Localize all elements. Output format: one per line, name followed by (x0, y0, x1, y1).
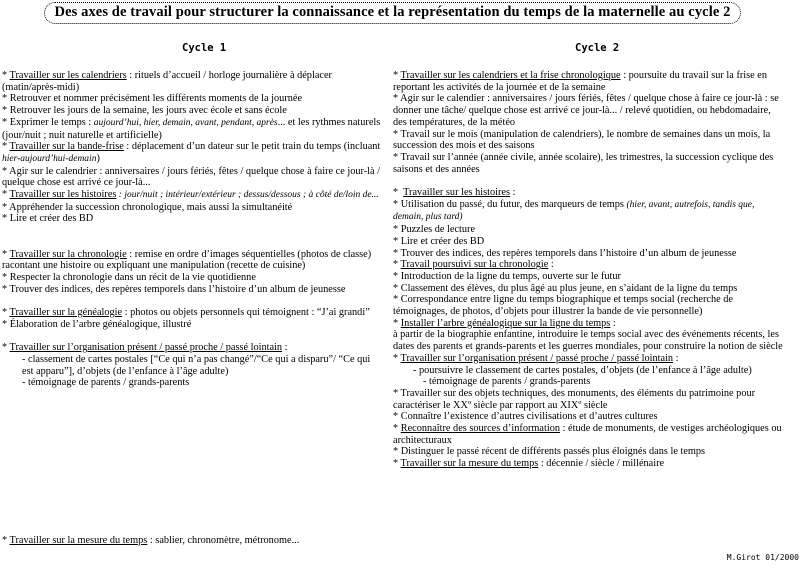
list-item: * Trouver des indices, des repères temporels dans l’histoire d’un album de jeunesse (2, 283, 346, 295)
cycle1-mesure: * Travailler sur la mesure du temps : sablier, chronomètre, métronome... (2, 535, 300, 546)
section-text: : (673, 352, 679, 364)
section-text: : photos ou objets personnels qui témoignent : “J’ai grandi” (122, 307, 370, 319)
list-item: - poursuivre le classement de cartes postales, d’objets (de l’enfance à l’âge adulte) (413, 364, 752, 376)
italic-text: aujourd’hui, hier, demain, avant, pendant, après (93, 117, 278, 128)
cycle2-histoires: * Travailler sur les histoires : (393, 187, 516, 199)
list-item (2, 117, 383, 141)
italic-text: : jour/nuit ; intérieur/extérieur ; dessus/dessous ; à côté de/loin de... (116, 190, 379, 201)
cycle1-calendriers: * Travailler sur les calendriers : rituels d’accueil / horloge journalière à déplacer (matin/après-midi) (2, 70, 332, 93)
author-signature: M.Girot 01/2000 (726, 553, 799, 562)
list-item: * Puzzles de lecture (393, 224, 476, 236)
section-text: : rituels d’accueil / horloge journalière à déplacer (matin/après-midi) (2, 70, 332, 93)
section-heading: Travailler sur les histoires (403, 187, 510, 199)
list-item: * Travailler sur des objets techniques, des monuments, des éléments du patrimoine pour caractériser le XXº siècle par rapport au XIXº siècle (393, 387, 756, 411)
italic-text: hier-aujourd’hui-demain (2, 153, 97, 164)
cycle2-sources: * Reconnaître des sources d’information : étude de monuments, de vestiges archéologiques ou architecturaux (393, 423, 782, 446)
page-title: Des axes de travail pour structurer la connaissance et la représentation du temps de la maternelle au cycle 2 (54, 4, 731, 20)
section-text: : étude de monuments, de vestiges archéologiques ou architecturaux (393, 423, 782, 446)
text-part: ... et les rythmes naturels (jour/nuit ; nuit naturelle et artificielle) (2, 116, 381, 141)
list-item: à partir de la biographie enfantine, introduire le temps social avec des événements récents, les dates des parents et grands-parents et les guerres mondiales, pour construire la notion de siècle (393, 329, 783, 353)
cycle1-mesure-block (2, 535, 383, 547)
section-text: : remise en ordre d’images séquentielles (photos de classe) racontant une histoire ou expliquant une manipulation (recette de cuisine) (2, 248, 372, 272)
cycle1-histoires: * Travailler sur les histoires : jour/nuit ; intérieur/extérieur ; dessus/dessous ; à côté de/loin de... (2, 189, 379, 201)
section-heading: Travailler sur la bande-frise (9, 141, 124, 153)
list-item: * Respecter la chronologie dans un récit de la vie quotidienne (2, 271, 256, 283)
cycle1-frise: * Travailler sur la bande-frise : déplacement d’un dateur sur le petit train du temps (incluant hier-aujourd’hui-demain) (2, 141, 381, 164)
list-item: * Appréhender la succession chronologique, mais aussi la simultanéité (2, 201, 293, 213)
list-item: * Introduction de la ligne du temps, ouverte sur le futur (393, 270, 621, 282)
text-part: ) (96, 152, 100, 164)
cycle1-heading: Cycle 1 (182, 42, 227, 54)
section-text: : poursuite du travail sur la frise en reportant les activités de la journée et de la semaine (393, 70, 768, 93)
title-banner (44, 2, 741, 24)
italic-text: (hier, avant, autrefois, tandis que, demain, plus tard) (393, 199, 755, 223)
section-heading: Travailler sur l’organisation présent / passé proche / passé lointain (9, 342, 283, 354)
section-heading: Travailler sur la chronologie (9, 248, 127, 260)
section-heading: Travail poursuivi sur la chronologie (400, 259, 549, 271)
section-heading: Travailler sur l’organisation présent / passé proche / passé lointain (400, 352, 674, 364)
list-item: * Élaboration de l’arbre généalogique, illustré (2, 318, 192, 330)
cycle2-column (393, 70, 783, 470)
cycle2-mesure: * Travailler sur la mesure du temps : décennie / siècle / millénaire (393, 458, 665, 470)
cycle1-genealogie: * Travailler sur la généalogie : photos ou objets personnels qui témoignent : “J’ai grandi” (2, 307, 370, 319)
section-heading: Travailler sur les histoires (9, 189, 117, 201)
section-text: : (282, 342, 288, 354)
section-text: : sablier, chronomètre, métronome... (147, 535, 300, 546)
list-item: * Connaître l’existence d’autres civilisations et d’autres cultures (393, 411, 658, 423)
list-item: * Travail sur le mois (manipulation de calendriers), le nombre de semaines dans un mois, la succession des mois et des saisons (393, 128, 771, 152)
spacer (393, 175, 783, 187)
section-heading: Travailler sur la mesure du temps (400, 458, 539, 470)
section-text: : (610, 317, 616, 329)
cycle2-organisation: * Travailler sur l’organisation présent / passé proche / passé lointain : (393, 352, 679, 364)
section-heading: Installer l’arbre généalogique sur la ligne du temps (400, 317, 611, 329)
text-part: : déplacement d’un dateur sur le petit train du temps (incluant (123, 141, 381, 153)
cycle2-heading: Cycle 2 (575, 42, 620, 54)
list-item: - témoignage de parents / grands-parents (22, 377, 190, 389)
section-heading: Travailler sur la mesure du temps (9, 535, 148, 546)
text-part: * Utilisation du passé, du futur, des marqueurs de temps (393, 198, 627, 210)
section-heading: Travailler sur les calendriers et la frise chronologique (400, 70, 621, 81)
list-item: * Lire et créer des BD (2, 213, 94, 225)
section-text: : décennie / siècle / millénaire (538, 458, 665, 470)
section-text: : (510, 187, 516, 199)
cycle2-arbre: * Installer l’arbre généalogique sur la ligne du temps : (393, 317, 616, 329)
cycle2-chronologie: * Travail poursuivi sur la chronologie : (393, 259, 554, 271)
section-heading: Travailler sur la généalogie (9, 307, 123, 319)
cycle1-column (2, 70, 383, 389)
list-item: * Lire et créer des BD (393, 235, 485, 247)
section-heading: Travailler sur les calendriers (9, 70, 127, 81)
section-heading: Reconnaître des sources d’information (400, 423, 560, 435)
spacer (2, 295, 383, 307)
text-part: * Exprimer le temps : (2, 116, 94, 128)
list-item: * Correspondance entre ligne du temps biographique et temps social (recherche de témoignages, de photos, d’objets pour illustrer la bande de vie personnelle) (393, 294, 733, 318)
list-item: * Agir sur le calendrier : anniversaires / jours fériés, fêtes / quelque chose à faire ce jour-là / quelque chose est arrivé ce jour-là... (2, 165, 381, 189)
spacer (2, 225, 383, 248)
list-item (393, 199, 783, 224)
spacer (2, 330, 383, 342)
list-item: * Retrouver les jours de la semaine, les jours avec école et sans école (2, 105, 287, 117)
list-item: - témoignage de parents / grands-parents (423, 376, 591, 388)
cycle2-calendriers: * Travailler sur les calendriers et la frise chronologique : poursuite du travail sur la frise en reportant les activités de la journée et de la semaine (393, 70, 768, 93)
list-item: * Travail sur l’année (année civile, année scolaire), les trimestres, la succession cyclique des saisons et des années (393, 151, 774, 175)
list-item: * Classement des élèves, du plus âgé au plus jeune, en s’aidant de la ligne du temps (393, 282, 738, 294)
list-item: - classement de cartes postales [“Ce qui n’a pas changé”/“Ce qui a disparu”/ “Ce qui est apparu”], d’objets (de l’enfance à l’âge adulte) (22, 353, 371, 377)
list-item: * Retrouver et nommer précisément les différents moments de la journée (2, 93, 303, 105)
section-text: : (548, 259, 554, 271)
list-item: * Distinguer le passé récent de différents passés plus éloignés dans le temps (393, 446, 706, 458)
list-item: * Agir sur le calendier : anniversaires / jours fériés, fêtes / quelque chose à faire ce jour-là : se donner une tâche/ quelque chose est arrivé ce jour-là... / relevé quotidien, ou hebdomadaire, des températures, de la météo (393, 93, 779, 128)
cycle1-chronologie: * Travailler sur la chronologie : remise en ordre d’images séquentielles (photos de classe) racontant une histoire ou expliquant une manipulation (recette de cuisine) (2, 248, 372, 272)
list-item: * Trouver des indices, des repères temporels dans l’histoire d’un album de jeunesse (393, 247, 737, 259)
cycle1-organisation: * Travailler sur l’organisation présent / passé proche / passé lointain : (2, 342, 288, 354)
